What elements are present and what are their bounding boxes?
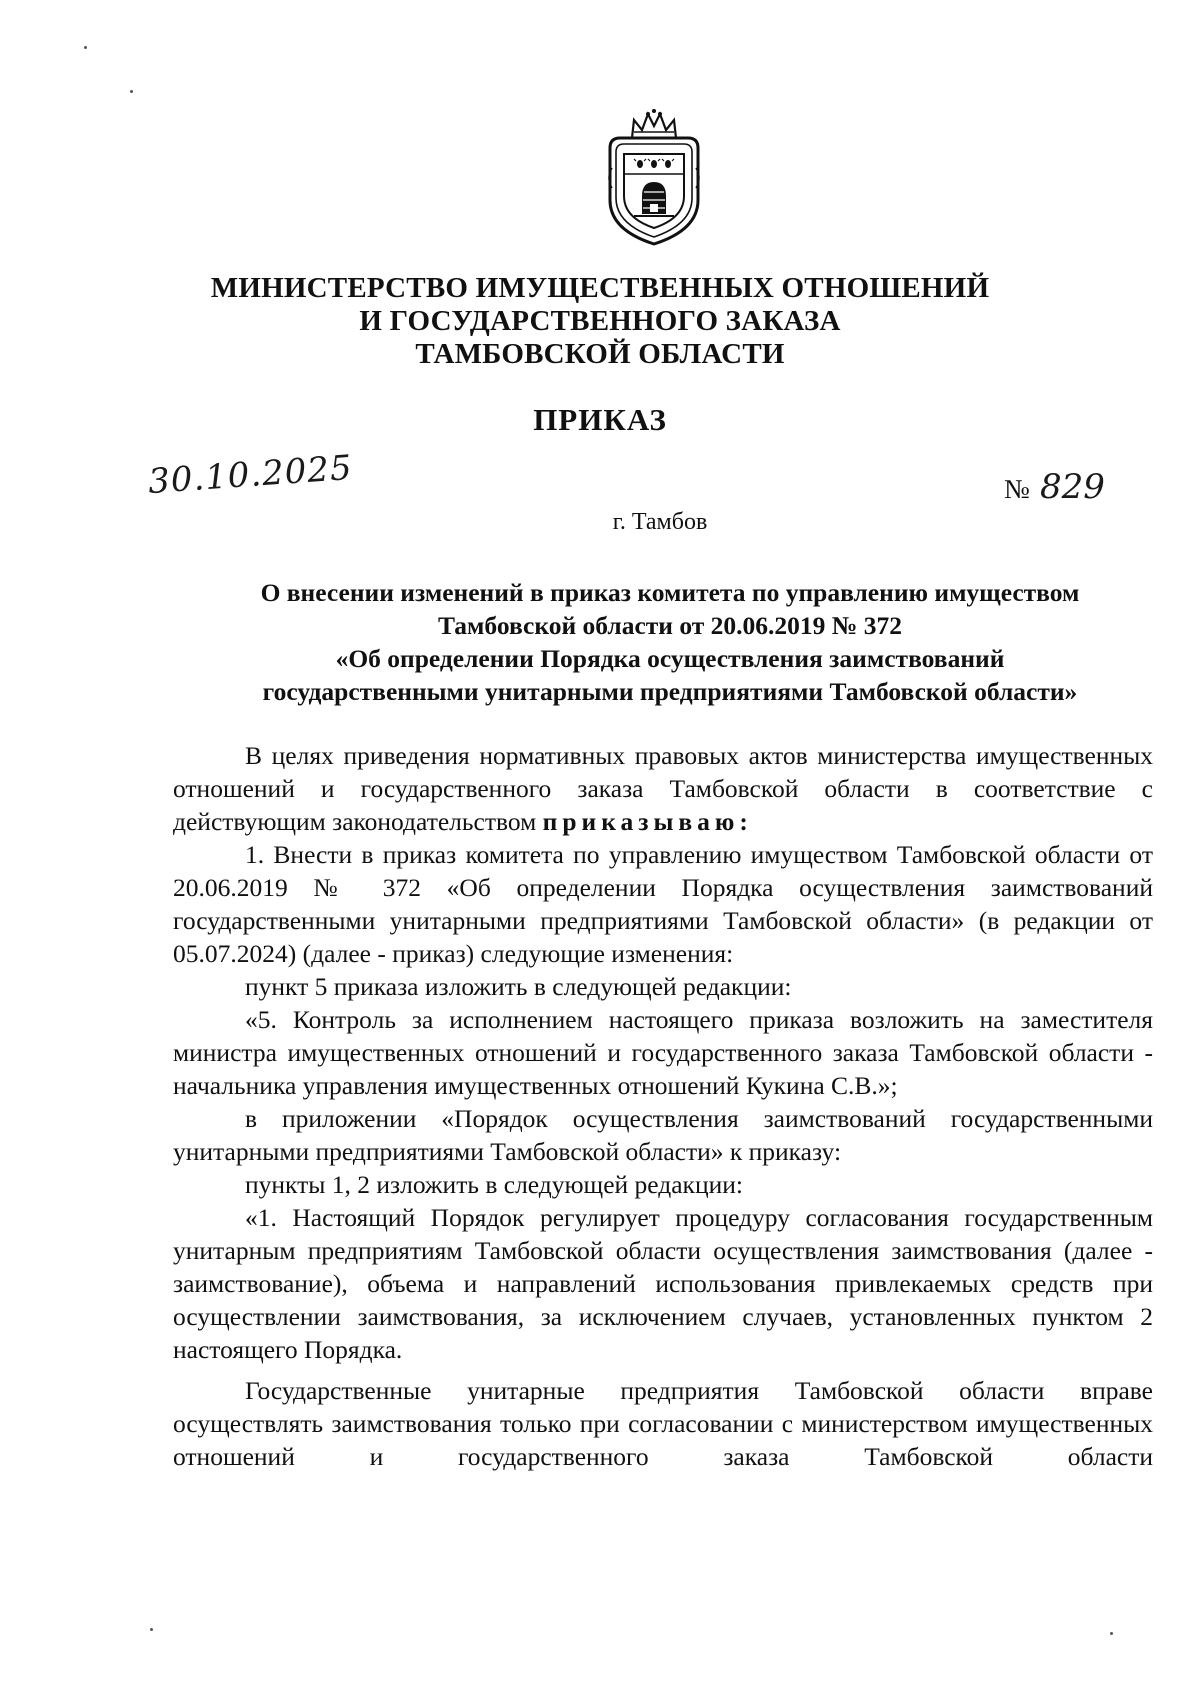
paragraph-appendix: в приложении «Порядок осуществления заимствований государственными унитарными предприятиями Тамбовской области» к приказу:: [173, 1104, 1153, 1166]
org-line-2: И ГОСУДАРСТВЕННОГО ЗАКАЗА: [359, 305, 841, 337]
handwritten-date: 30.10.2025: [146, 447, 354, 503]
paragraph-item-1: 1. Внести в приказ комитета по управлению имуществом Тамбовской области от 20.06.2019 № 372 «Об определении Порядка осуществления заимствований государственными унитарными предприятиями Тамбовской области» (в редакции от 05.07.2024) (далее - приказ) следующие изменения:: [173, 840, 1153, 968]
scan-speck: [130, 90, 133, 93]
title-line-4: государственными унитарными предприятиями Тамбовской области»: [262, 677, 1078, 706]
paragraph-point-1-text: «1. Настоящий Порядок регулирует процедуру согласования государственным унитарным предприятиям Тамбовской области осуществления заимствования (далее - заимствование), объема и направлений использования привлекаемых средств при осуществлении заимствования, за исключением случаев, установленных пунктом 2 настоящего Порядка.: [173, 1203, 1153, 1364]
coat-of-arms-icon: [604, 108, 704, 248]
paragraph-points-1-2: пункты 1, 2 изложить в следующей редакции:: [245, 1170, 743, 1199]
order-word: приказываю:: [542, 807, 753, 836]
document-title: [200, 576, 1140, 708]
org-line-1: МИНИСТЕРСТВО ИМУЩЕСТВЕННЫХ ОТНОШЕНИЙ: [210, 272, 990, 304]
document-type: ПРИКАЗ: [533, 402, 667, 437]
paragraph-preamble: [173, 739, 1153, 838]
scan-speck: [1110, 1632, 1113, 1635]
organization-name: [0, 272, 1200, 371]
scan-speck: [84, 46, 87, 49]
preamble-text: В целях приведения нормативных правовых актов министерства имущественных отношений и государственного заказа Тамбовской области в соответствие с действующим законодательством: [173, 741, 1153, 836]
title-line-2: Тамбовской области от 20.06.2019 № 372: [437, 611, 903, 640]
city: г. Тамбов: [612, 509, 708, 535]
title-line-1: О внесении изменений в приказ комитета по управлению имуществом: [260, 578, 1080, 607]
number-label: №: [1004, 474, 1030, 504]
paragraph-enterprises: Государственные унитарные предприятия Тамбовской области вправе осуществлять заимствования только при согласовании с министерством имущественных отношений и государственного заказа Тамбовской области: [173, 1376, 1153, 1471]
paragraph-point-5: пункт 5 приказа изложить в следующей редакции:: [245, 972, 792, 1001]
org-line-3: ТАМБОВСКОЙ ОБЛАСТИ: [415, 338, 785, 370]
document-body: [173, 739, 1153, 1473]
handwritten-number: 829: [1040, 467, 1105, 507]
paragraph-point-5-text: «5. Контроль за исполнением настоящего приказа возложить на заместителя министра имущественных отношений и государственного заказа Тамбовской области - начальника управления имущественных отношений Кукина С.В.»;: [173, 1005, 1153, 1100]
scan-speck: [150, 1628, 153, 1631]
title-line-3: «Об определении Порядка осуществления заимствований: [335, 644, 1005, 673]
